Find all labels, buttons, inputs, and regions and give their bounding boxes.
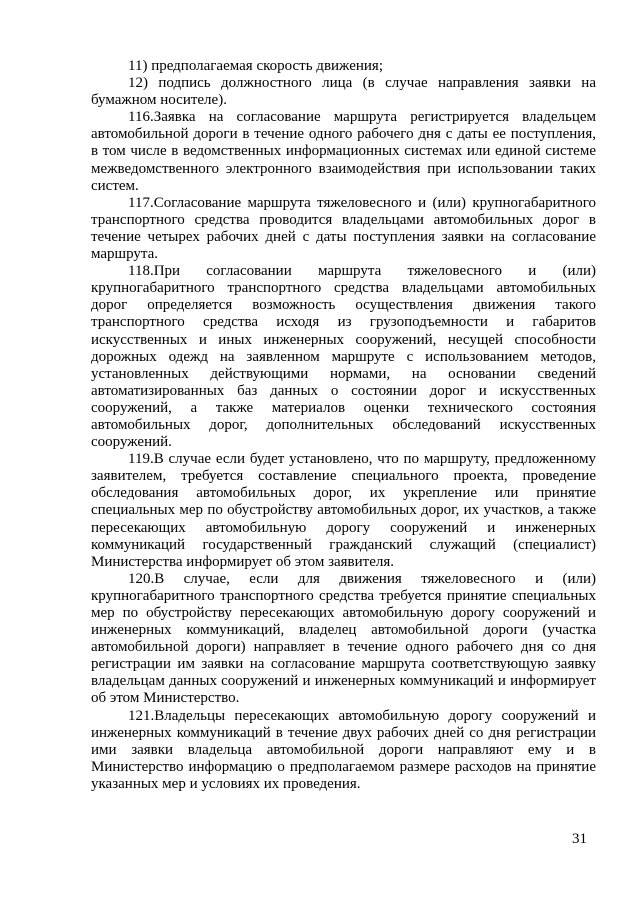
paragraph-117: 117.Согласование маршрута тяжеловесного и (или) крупногабаритного транспортного средства проводится владельцами автомобильных дорог в течение четырех рабочих дней с даты поступления заявки на согласование маршрута. [91, 194, 596, 263]
page-number: 31 [572, 831, 587, 847]
paragraph-item-11: 11) предполагаемая скорость движения; [128, 58, 383, 74]
paragraph-116: 116.Заявка на согласование маршрута регистрируется владельцем автомобильной дороги в течение одного рабочего дня с даты ее поступления, в том числе в ведомственных информационных системах или единой системе межведомственного электронного взаимодействия при использовании таких систем. [91, 109, 596, 194]
paragraph-121: 121.Владельцы пересекающих автомобильную дорогу сооружений и инженерных коммуникаций в течение двух рабочих дней со дня регистрации ими заявки владельца автомобильной дороги направляют ему и в Министерство информацию о предполагаемом размере расходов на принятие указанных мер и условиях их проведения. [91, 707, 596, 792]
paragraph-120: 120.В случае, если для движения тяжеловесного и (или) крупногабаритного транспортного средства требуется принятие специальных мер по обустройству пересекающих автомобильную дорогу сооружений и инженерных коммуникаций, владелец автомобильной дороги (участка автомобильной дороги) направляет в течение одного рабочего дня со дня регистрации им заявки на согласование маршрута соответствующую заявку владельцам данных сооружений и инженерных коммуникаций и информирует об этом Министерство. [91, 570, 596, 707]
paragraph-119: 119.В случае если будет установлено, что по маршруту, предложенному заявителем, требуется составление специального проекта, проведение обследования автомобильных дорог, их укрепление или принятие специальных мер по обустройству автомобильных дорог, их участков, а также пересекающих автомобильную дорогу сооружений и инженерных коммуникаций государственный гражданский служащий (специалист) Министерства информирует об этом заявителя. [91, 451, 596, 570]
paragraph-item-12: 12) подпись должностного лица (в случае направления заявки на бумажном носителе). [91, 75, 596, 109]
document-body [91, 58, 596, 793]
paragraph-118: 118.При согласовании маршрута тяжеловесного и (или) крупногабаритного транспортного средства владельцами автомобильных дорог определяется возможность осуществления движения такого транспортного средства исходя из грузоподъемности и габаритов искусственных и иных инженерных сооружений, несущей способности дорожных одежд на заявленном маршруте с использованием методов, установленных действующими нормами, на основании сведений автоматизированных баз данных о состоянии дорог и искусственных сооружений, а также материалов оценки технического состояния автомобильных дорог, дополнительных обследований искусственных сооружений. [91, 263, 596, 451]
